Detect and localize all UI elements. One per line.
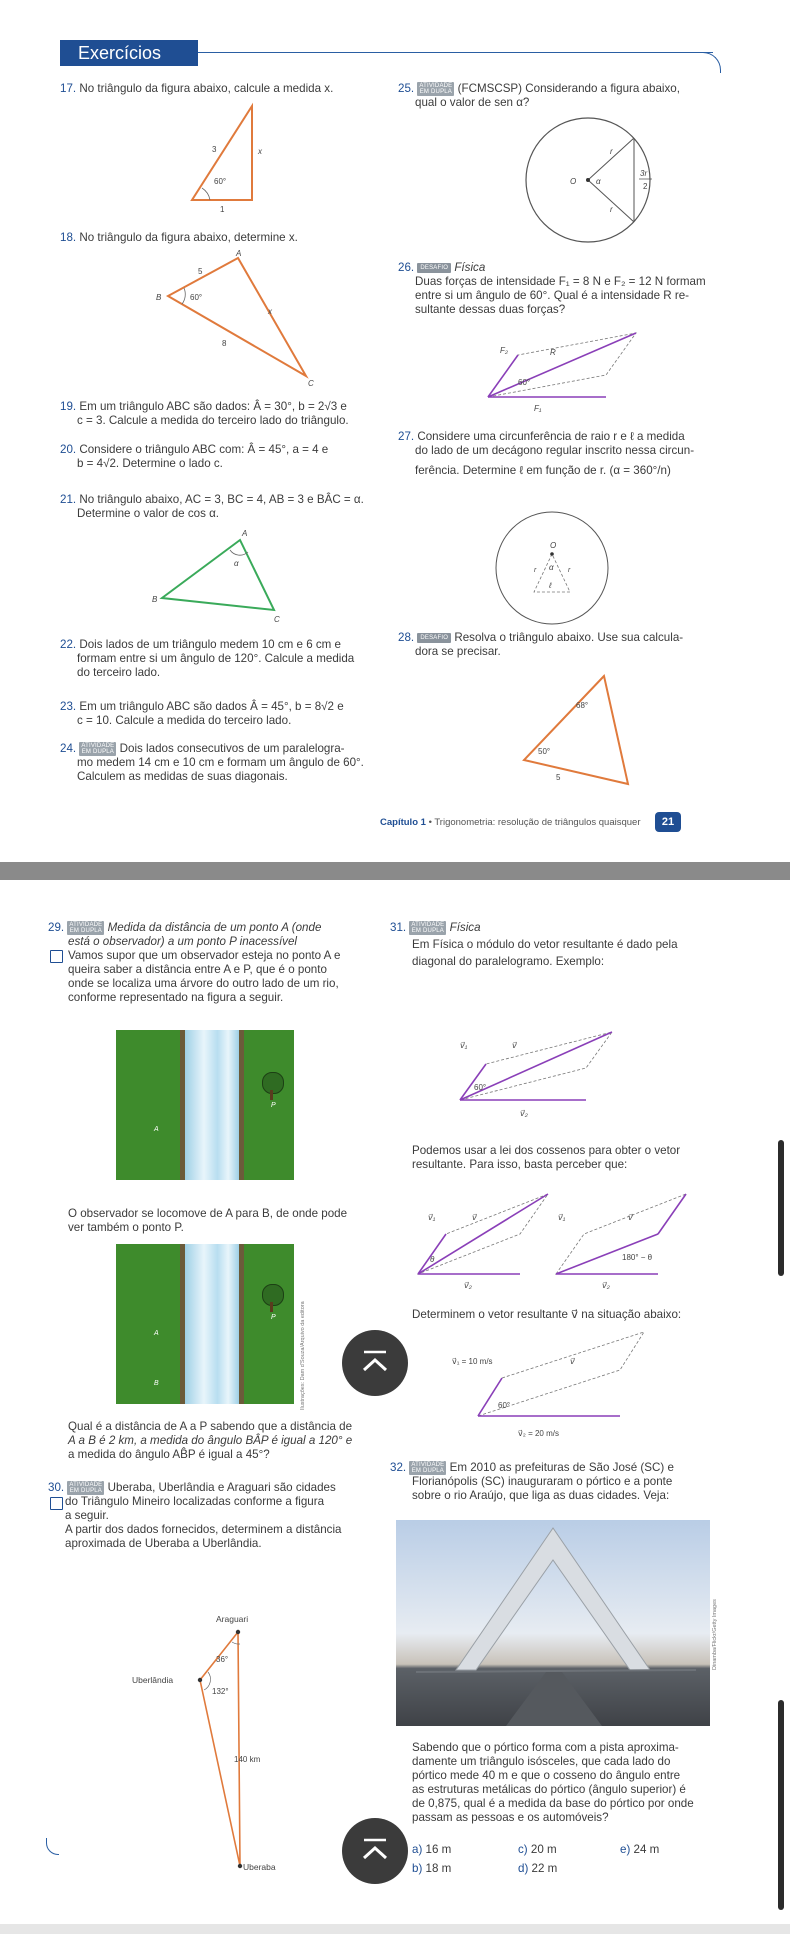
q27-angle-alpha: α [549,563,554,572]
question-29 [48,921,340,1005]
river [185,1244,239,1404]
question-line: Dois lados consecutivos de um paralelogra- [119,742,345,756]
question-21 [60,493,364,521]
q18-side-8: 8 [222,339,227,348]
question-line: c = 10. Calcule a medida do terceiro lado. [77,714,292,727]
q31-paragraph-3: Determinem o vetor resultante v⃗ na situação abaixo: [412,1308,682,1321]
page-separator [0,862,790,880]
calculator-icon [50,1497,63,1510]
q25-center-o: O [570,177,577,186]
question-line: formam entre si um ângulo de 120°. Calcule a medida [77,652,355,665]
city-araguari: Araguari [216,1614,249,1624]
paragraph-line: a medida do ângulo AB̂P é igual a 45°? [68,1448,270,1461]
question-line: Florianópolis (SC) inauguraram o pórtico e a ponte [412,1475,673,1489]
footer-text: Trigonometria: resolução de triângulos quaisquer [434,817,641,828]
question-number: 28. [398,631,415,644]
paragraph-line: passam as pessoas e os automóveis? [412,1811,609,1824]
paragraph-line: pórtico mede 40 m e que o cosseno do ângulo entre [412,1769,681,1782]
city-uberlandia: Uberlândia [132,1675,174,1685]
activity-badge: ATIVIDADE EM DUPLA [69,922,103,934]
point-a-label: A [154,1126,159,1133]
section-header: Exercícios [60,40,198,66]
question-number: 30. [48,1481,65,1495]
q28-side-5: 5 [556,773,561,782]
q31-fig2b-v1: v⃗₁ [558,1213,566,1222]
q31-fig3-angle: 60° [498,1401,511,1410]
question-number: 22. [60,638,77,651]
question-27 [398,430,694,484]
question-line: Resolva o triângulo abaixo. Use sua calcula- [454,631,684,644]
paragraph-line: conforme representado na figura a seguir. [68,991,284,1005]
question-number: 17. [60,82,77,95]
question-number: 26. [398,261,415,274]
q29-river-illustration-1 [116,1030,294,1180]
paragraph-line: as estruturas metálicas do pórtico (ângulo superior) é [412,1783,686,1796]
q27-center-o: O [550,541,557,550]
question-line: Determine o valor de cos α. [77,507,220,520]
q17-side-a: 3 [212,145,217,154]
question-number: 25. [398,82,415,96]
paragraph-line: onde se localiza uma árvore do outro lado de um rio, [68,977,339,991]
question-26 [398,261,706,317]
question-line: Em um triângulo ABC são dados Â = 45°, b = 8√2 e [79,700,344,713]
q32-portico-photo [396,1520,710,1726]
question-number: 24. [60,742,77,756]
question-line: entre si um ângulo de 60°. Qual é a intensidade R re- [415,289,690,302]
q26-force-f1: F₁ [534,404,542,413]
q18-vertex-a: A [236,249,242,258]
question-text: No triângulo da figura abaixo, determine x. [79,231,298,244]
activity-badge: ATIVIDADE EM DUPLA [81,743,115,755]
paragraph-line: de 0,875, qual é a medida da base do pórtico por onde [412,1797,694,1810]
q26-resultant-r: R [550,348,556,357]
q29-paragraph-2 [68,1207,347,1235]
q25-radius-2: r [610,205,613,214]
question-30 [48,1481,341,1551]
q18-vertex-b: B [156,293,162,302]
footer-separator: • [428,817,432,828]
question-28 [398,631,683,659]
question-19 [60,400,349,428]
city-uberaba: Uberaba [243,1862,276,1872]
subject-label: Física [454,261,486,274]
q32-option-a[interactable]: a) 16 m [412,1843,452,1856]
paragraph-line: Podemos usar a lei dos cossenos para obter o vetor [412,1144,681,1157]
calculator-icon [50,950,63,963]
question-number: 21. [60,493,77,506]
paragraph-line: diagonal do paralelogramo. Exemplo: [412,955,605,969]
question-line: do lado de um decágono regular inscrito nessa circun- [415,444,695,457]
question-number: 23. [60,700,77,713]
q27-side-l: ℓ [549,581,552,590]
q29-river-illustration-2 [116,1244,294,1404]
paragraph-line: resultante. Para isso, basta perceber que: [412,1158,628,1171]
challenge-badge: DESAFIO [417,263,451,273]
activity-badge: ATIVIDADE EM DUPLA [411,922,445,934]
question-24 [60,742,364,784]
tree-trunk [270,1302,273,1312]
q31-vector-figure-2b [548,1180,688,1290]
q32-option-d[interactable]: d) 22 m [518,1862,558,1875]
question-number: 32. [390,1461,407,1475]
page-footer [380,817,640,829]
q17-side-x: x [258,147,262,156]
q21-triangle-figure [150,528,290,628]
q27-radius-2: r [568,567,571,574]
question-line: c = 3. Calcule a medida do terceiro lado do triângulo. [77,414,349,427]
river [185,1030,239,1180]
question-23 [60,700,344,728]
question-title: Medida da distância de um ponto A (onde [107,921,322,935]
q29-paragraph-3 [68,1420,352,1462]
q18-side-5: 5 [198,267,203,276]
footer-chapter: Capítulo 1 [380,817,426,828]
question-text: No triângulo da figura abaixo, calcule a medida x. [79,82,334,95]
image-credit: Dinamba/Flickr/Getty Images [712,1599,718,1670]
q18-side-x: x [268,307,272,316]
page-corner-curve [46,1838,59,1855]
river-bank-right [239,1030,244,1180]
question-number: 20. [60,443,77,456]
question-line: A partir dos dados fornecidos, determinem a distância [65,1523,342,1537]
q25-radius-1: r [610,147,613,156]
q30-angle-132: 132° [212,1687,229,1696]
scroll-to-top-button[interactable] [342,1330,408,1396]
q31-fig2b-v: v⃗ [628,1213,633,1222]
question-line: ferência. Determine ℓ em função de r. [415,464,607,477]
q21-vertex-a: A [242,529,248,538]
q31-fig2-v: v⃗ [472,1213,477,1222]
q31-fig3-v1: v⃗₁ = 10 m/s [452,1357,493,1366]
q32-option-c[interactable]: c) 20 m [518,1843,557,1856]
question-line: do Triângulo Mineiro localizadas conforme a figura [65,1495,325,1509]
header-rule-curve [700,52,721,73]
paragraph-line: O observador se locomove de A para B, de onde pode [68,1207,348,1220]
q31-fig2-theta: θ [430,1255,435,1264]
q31-fig3-v: v⃗ [570,1357,575,1366]
paragraph-line: Vamos supor que um observador esteja no ponto A e [68,949,341,963]
question-line: mo medem 14 cm e 10 cm e formam um ângulo de 60°. [77,756,364,770]
q25-fraction-top: 3r [640,169,648,178]
question-line: sobre o rio Araújo, que liga as duas cidades. Veja: [412,1489,670,1503]
q27-circle-figure [492,508,612,628]
point-a-label: A [154,1330,159,1337]
river-bank-right [239,1244,244,1404]
chevron-up-icon [342,1818,408,1884]
image-credit: Ilustrações: Dam d'Souza/Arquivo da editora [300,1301,306,1410]
question-line: do terceiro lado. [77,666,161,679]
q21-angle-alpha: α [234,559,239,568]
question-32 [390,1461,674,1503]
question-17 [60,82,333,96]
q30-cities-figure [130,1610,330,1880]
paragraph-line: A a B é 2 km, a medida do ângulo BÂP é igual a 120° e [68,1434,353,1447]
q18-vertex-c: C [308,379,314,388]
q27-radius-1: r [534,567,537,574]
q25-angle-alpha: α [596,177,601,186]
q31-fig2-v2: v⃗₂ [464,1281,472,1290]
challenge-badge: DESAFIO [417,633,451,643]
question-line: Considere o triângulo ABC com: Â = 45°, a = 4 e [79,443,329,456]
question-line: aproximada de Uberaba a Uberlândia. [65,1537,262,1551]
q17-triangle-figure [180,100,280,214]
question-line: Uberaba, Uberlândia e Araguari são cidades [107,1481,336,1495]
paragraph-line: Sabendo que o pórtico forma com a pista aproxima- [412,1741,679,1754]
question-number: 19. [60,400,77,413]
q18-triangle-figure [150,248,330,388]
question-line: Em um triângulo ABC são dados: Â = 30°, b = 2√3 e [79,400,347,413]
tree-icon [262,1072,284,1094]
question-line: sultante dessas duas forças? [415,303,566,316]
bottom-bar [0,1924,790,1934]
paragraph-line: damente um triângulo isósceles, que cada lado do [412,1755,671,1768]
question-line: No triângulo abaixo, AC = 3, BC = 4, AB = 3 e BÂC = α. [79,493,364,506]
q31-vector-figure-1 [452,1018,632,1118]
q31-vector-figure-3 [450,1324,650,1444]
header-rule [198,52,713,53]
activity-badge: ATIVIDADE EM DUPLA [411,1462,445,1474]
q28-angle-68: 68° [576,701,589,710]
q31-fig1-v1: v⃗₁ [460,1041,468,1050]
question-22 [60,638,354,680]
tree-trunk [270,1090,273,1100]
question-line: Dois lados de um triângulo medem 10 cm e 6 cm e [79,638,341,651]
question-number: 18. [60,231,77,244]
question-line: qual o valor de sen α? [415,96,530,110]
q26-force-f2: F₂ [500,346,508,355]
q25-fraction-bottom: 2 [643,182,648,191]
question-line: (FCMSCSP) Considerando a figura abaixo, [457,82,680,96]
question-number: 27. [398,430,415,443]
q30-angle-36: 36° [216,1655,229,1664]
q28-triangle-figure [520,670,640,788]
question-25 [398,82,680,110]
q32-paragraph [412,1741,694,1825]
tree-icon [262,1284,284,1306]
chevron-up-icon [342,1330,408,1396]
paragraph-line: Qual é a distância de A a P sabendo que a distância de [68,1420,353,1433]
question-line: b = 4√2. Determine o lado c. [77,457,223,470]
question-number: 29. [48,921,65,935]
q26-forces-figure [478,325,648,413]
paragraph-line: queira saber a distância entre A e P, que é o ponto [68,963,327,977]
paragraph-line: ver também o ponto P. [68,1221,184,1234]
scrollbar-thumb-2[interactable] [778,1700,784,1910]
question-18 [60,231,298,245]
q21-vertex-c: C [274,615,280,624]
point-b-label: B [154,1380,159,1387]
q31-fig3-v2: v⃗₂ = 20 m/s [518,1429,559,1438]
q31-fig2-v1: v⃗₁ [428,1213,436,1222]
q17-angle-label: 60° [214,177,227,186]
q31-fig1-v: v⃗ [512,1041,517,1050]
activity-badge: ATIVIDADE EM DUPLA [69,1482,103,1494]
q31-fig2b-v2: v⃗₂ [602,1281,610,1290]
q32-option-e[interactable]: e) 24 m [620,1843,660,1856]
question-31 [390,921,678,969]
q21-vertex-b: B [152,595,158,604]
question-20 [60,443,328,471]
q28-angle-50: 50° [538,747,551,756]
question-line: Calculem as medidas de suas diagonais. [77,770,288,784]
question-line: dora se precisar. [415,645,501,658]
page-number: 21 [655,812,681,832]
scrollbar-thumb[interactable] [778,1140,784,1276]
q17-side-c: 1 [220,205,225,214]
q25-circle-figure [520,112,660,252]
point-p-label: P [271,1102,276,1109]
q31-fig2b-supplementary: 180° − θ [622,1253,653,1262]
q32-option-b[interactable]: b) 18 m [412,1862,452,1875]
question-line: Duas forças de intensidade F₁ = 8 N e F₂ = 12 N formam [415,275,706,288]
scroll-to-top-button-2[interactable] [342,1818,408,1884]
q18-angle-label: 60° [190,293,203,302]
subject-label: Física [449,921,481,935]
question-line: Em 2010 as prefeituras de São José (SC) e [449,1461,674,1475]
q31-vector-figure-2a [410,1180,550,1290]
question-title: está o observador) a um ponto P inacessível [68,935,297,949]
question-number: 31. [390,921,407,935]
paragraph-line: Em Física o módulo do vetor resultante é dado pela [412,938,678,952]
q31-fig1-v2: v⃗₂ [520,1109,528,1118]
q31-paragraph-2 [412,1144,680,1172]
q30-distance-140km: 140 km [234,1755,261,1764]
question-line: Considere uma circunferência de raio r e ℓ a medida [417,430,685,443]
point-p-label: P [271,1314,276,1321]
q31-fig1-angle: 60° [474,1083,487,1092]
q26-angle: 60° [518,378,531,387]
activity-badge: ATIVIDADE EM DUPLA [419,83,453,95]
portico-structure [396,1520,710,1726]
question-formula: (α = 360°/n) [609,464,671,477]
question-line: a seguir. [65,1509,109,1523]
